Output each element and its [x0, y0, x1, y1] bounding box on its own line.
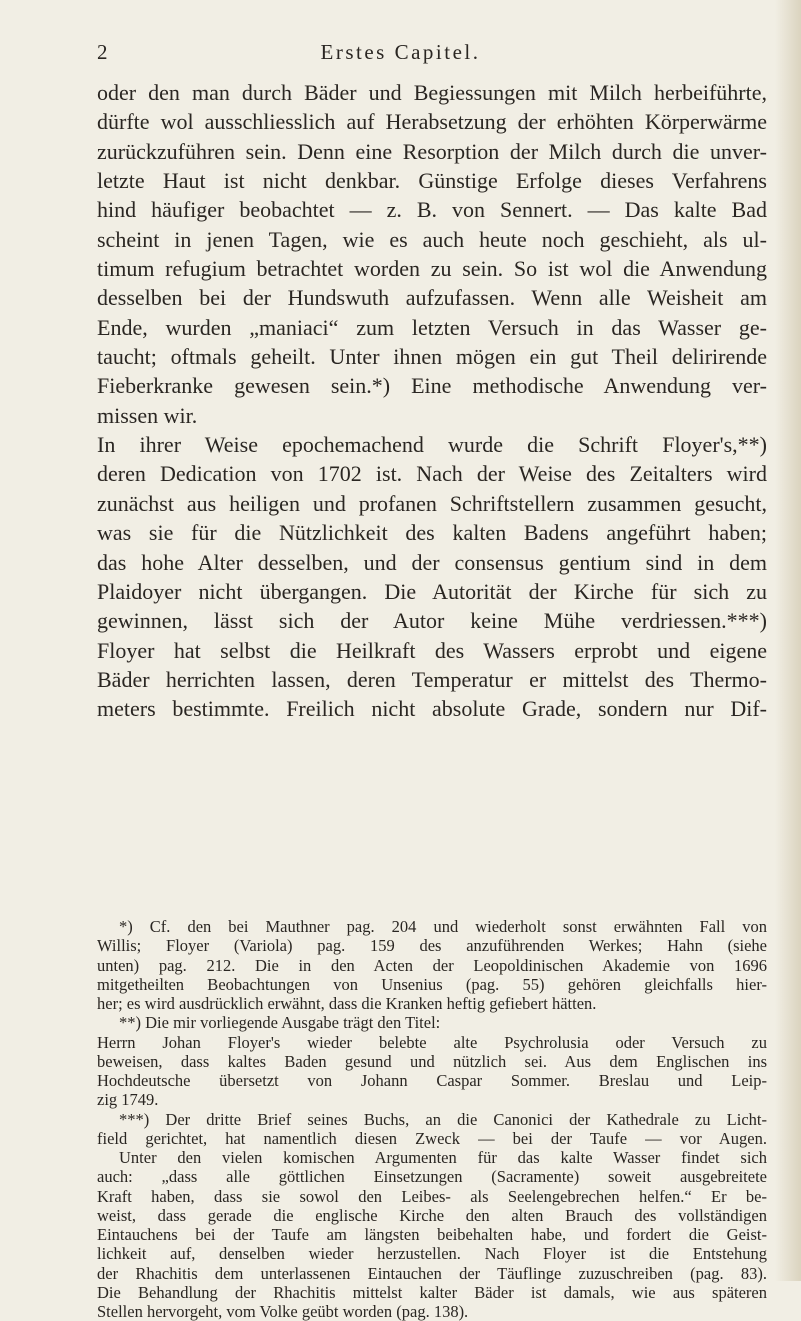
- text-line: taucht; oftmals geheilt. Unter ihnen mögen ein gut Theil delirirende: [97, 344, 767, 370]
- footnote-line: Unter den vielen komischen Argumenten für das kalte Wasser findet sich: [119, 1148, 767, 1167]
- footnote-line: mitgetheilten Beobachtungen von Unsenius (pag. 55) gehören gleichfalls hier-: [97, 974, 767, 994]
- text-line: zunächst aus heiligen und profanen Schriftstellern zusammen gesucht,: [97, 490, 767, 516]
- footnote-line: *) Cf. den bei Mauthner pag. 204 und wiederholt sonst erwähnten Fall von: [119, 917, 767, 936]
- text-line: das hohe Alter desselben, und der consensus gentium sind in dem: [97, 549, 767, 575]
- text-line: missen wir.: [97, 402, 198, 428]
- footnote-line: unten) pag. 212. Die in den Acten der Leopoldinischen Akademie von 1696: [97, 955, 767, 975]
- text-line: Bäder herrichten lassen, deren Temperatur er mittelst des Thermo-: [97, 666, 767, 692]
- footnote-line: der Rhachitis dem unterlassenen Eintauchen der Täuflinge zuzuschreiben (pag. 83).: [97, 1263, 767, 1283]
- footnote-line: **) Die mir vorliegende Ausgabe trägt den Titel:: [119, 1013, 441, 1033]
- footnote-line: auch: „dass alle göttlichen Einsetzungen (Sacramente) soweit ausgebreitete: [97, 1167, 767, 1187]
- footnote-line: ***) Der dritte Brief seines Buchs, an die Canonici der Kathedrale zu Licht-: [119, 1109, 767, 1129]
- footnotes: [97, 917, 767, 1321]
- text-line: Floyer hat selbst die Heilkraft des Wassers erprobt und eigene: [97, 637, 767, 663]
- running-title: Erstes Capitel.: [320, 40, 481, 64]
- text-line: timum refugium betrachtet worden zu sein. So ist wol die Anwendung: [97, 256, 767, 282]
- text-line: was sie für die Nützlichkeit des kalten Badens angeführt haben;: [97, 520, 767, 546]
- page-header: [0, 40, 801, 70]
- text-line: gewinnen, lässt sich der Autor keine Mühe verdriessen.***): [97, 608, 767, 634]
- text-line: scheint in jenen Tagen, wie es auch heute noch geschieht, als ul-: [97, 226, 767, 252]
- text-line: Ende, wurden „maniaci“ zum letzten Versuch in das Wasser ge-: [97, 314, 767, 340]
- text-line: letzte Haut ist nicht denkbar. Günstige Erfolge dieses Verfahrens: [97, 168, 767, 194]
- main-text: [97, 78, 767, 724]
- footnote-line: her; es wird ausdrücklich erwähnt, dass die Kranken heftig gefiebert hätten.: [97, 994, 597, 1013]
- page-number: 2: [97, 40, 108, 64]
- footnote-line: Die Behandlung der Rhachitis mittelst kalter Bäder ist damals, wie aus späteren: [97, 1282, 767, 1302]
- text-line: Fieberkranke gewesen sein.*) Eine methodische Anwendung ver-: [97, 373, 767, 399]
- text-line: hind häufiger beobachtet — z. B. von Sennert. — Das kalte Bad: [97, 197, 767, 223]
- footnote-line: Hochdeutsche übersetzt von Johann Caspar Sommer. Breslau und Leip-: [97, 1071, 767, 1090]
- text-line: deren Dedication von 1702 ist. Nach der Weise des Zeitalters wird: [97, 461, 767, 487]
- footnote-line: zig 1749.: [97, 1090, 159, 1110]
- footnote-line: Herrn Johan Floyer's wieder belebte alte Psychrolusia oder Versuch zu: [97, 1032, 767, 1052]
- text-line: dürfte wol ausschliesslich auf Herabsetzung der erhöhten Körperwärme: [97, 109, 767, 135]
- text-line: desselben bei der Hundswuth aufzufassen. Wenn alle Weisheit am: [97, 285, 767, 311]
- footnote-line: field gerichtet, hat namentlich diesen Zweck — bei der Taufe — vor Augen.: [97, 1128, 767, 1148]
- footnote-line: beweisen, dass kaltes Baden gesund und nützlich sei. Aus dem Englischen ins: [97, 1051, 767, 1071]
- text-line: In ihrer Weise epochemachend wurde die Schrift Floyer's,**): [97, 432, 767, 458]
- text-line: meters bestimmte. Freilich nicht absolute Grade, sondern nur Dif-: [97, 696, 767, 722]
- footnote-line: Willis; Floyer (Variola) pag. 159 des anzuführenden Werkes; Hahn (siehe: [97, 936, 767, 956]
- footnote-line: weist, dass gerade die englische Kirche den alten Brauch des vollständigen: [97, 1205, 767, 1225]
- footnote-line: Kraft haben, dass sie sowol den Leibes- als Seelengebrechen helfen.“ Er be-: [97, 1186, 767, 1206]
- text-line: oder den man durch Bäder und Begiessungen mit Milch herbeiführte,: [97, 80, 767, 105]
- text-line: Plaidoyer nicht übergangen. Die Autorität der Kirche für sich zu: [97, 578, 767, 604]
- footnote-line: lichkeit auf, denselben wieder herzustellen. Nach Floyer ist die Entstehung: [97, 1244, 767, 1264]
- page-edge-shadow: [775, 0, 801, 1281]
- footnote-line: Stellen hervorgeht, vom Volke geübt worden (pag. 138).: [97, 1302, 469, 1321]
- footnote-line: Eintauchens bei der Taufe am längsten beibehalten habe, und fordert die Geist-: [97, 1225, 767, 1244]
- text-line: zurückzuführen sein. Denn eine Resorption der Milch durch die unver-: [97, 138, 767, 164]
